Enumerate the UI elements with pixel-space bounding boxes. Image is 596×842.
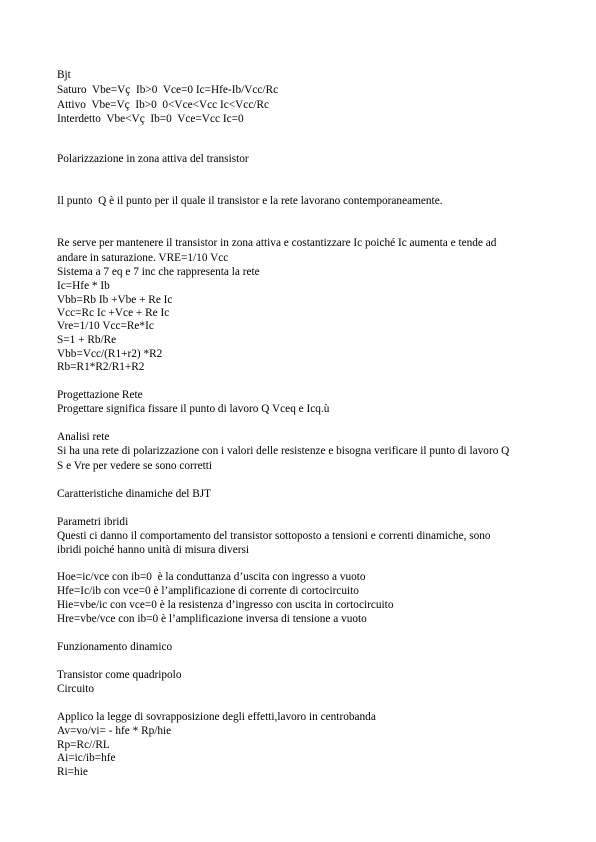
formula-line: Ri=hie [57,766,88,778]
text-line: Sistema a 7 eq e 7 inc che rappresenta la rete [57,266,260,278]
formula-line: Vbb=Rb Ib +Vbe + Re Ic [57,294,173,306]
section-heading-analisi: Analisi rete [57,431,110,443]
formula-line: Hie=vbe/ic con vce=0 è la resistenza d’ingresso con uscita in cortocircuito [57,599,394,611]
text-line: S e Vre per vedere se sono corretti [57,460,213,472]
text-line: Transistor come quadripolo [57,669,182,681]
text-line: Progettare significa fissare il punto di lavoro Q Vceq e Icq.ù [57,403,330,415]
text-line: Si ha una rete di polarizzazione con i valori delle resistenze e bisogna verificare il punto di lavoro Q [57,445,510,457]
formula-line: S=1 + Rb/Re [57,334,117,346]
text-line: Circuito [57,683,95,695]
text-line: Saturo Vbe=Vç Ib>0 Vce=0 Ic=Hfe-Ib/Vcc/Rc [57,84,279,96]
section-heading-polarizzazione: Polarizzazione in zona attiva del transistor [57,153,249,165]
text-line: ibridi poiché hanno unità di misura diversi [57,544,250,556]
section-heading-progettazione: Progettazione Rete [57,389,143,401]
heading-bjt: Bjt [57,69,71,81]
section-heading-parametri: Parametri ibridi [57,516,129,528]
text-line: Interdetto Vbe<Vç Ib=0 Vce=Vcc Ic=0 [57,113,244,125]
formula-line: Vre=1/10 Vcc=Re*Ic [57,320,154,332]
formula-line: Hre=vbe/vce con ib=0 è l’amplificazione inversa di tensione a vuoto [57,613,367,625]
text-line: Il punto Q è il punto per il quale il transistor e la rete lavorano contemporaneamente. [57,195,443,207]
section-heading-funzionamento: Funzionamento dinamico [57,641,173,653]
formula-line: Vcc=Rc Ic +Vce + Re Ic [57,307,170,319]
text-line: Attivo Vbe=Vç Ib>0 0<Vce<Vcc Ic<Vcc/Rc [57,99,270,111]
formula-line: Ic=Hfe * Ib [57,280,110,292]
formula-line: Hfe=Ic/ib con vce=0 è l’amplificazione di corrente di cortocircuito [57,585,359,597]
formula-line: Vbb=Vcc/(R1+r2) *R2 [57,348,163,360]
formula-line: Av=vo/vi= - hfe * Rp/hie [57,725,172,737]
text-line: Applico la legge di sovrapposizione degli effetti,lavoro in centrobanda [57,711,376,723]
formula-line: Rp=Rc//RL [57,739,110,751]
text-line: Re serve per mantenere il transistor in zona attiva e costantizzare Ic poiché Ic aumenta e tende ad [57,237,497,249]
text-line: Questi ci danno il comportamento del transistor sottoposto a tensioni e correnti dinamiche, sono [57,530,491,542]
formula-line: Rb=R1*R2/R1+R2 [57,361,145,373]
formula-line: Hoe=ic/vce con ib=0 è la conduttanza d’uscita con ingresso a vuoto [57,571,366,583]
text-line: andare in saturazione. VRE=1/10 Vcc [57,252,229,264]
formula-line: Ai=ic/ib=hfe [57,752,116,764]
section-heading-caratteristiche: Caratteristiche dinamiche del BJT [57,488,212,500]
